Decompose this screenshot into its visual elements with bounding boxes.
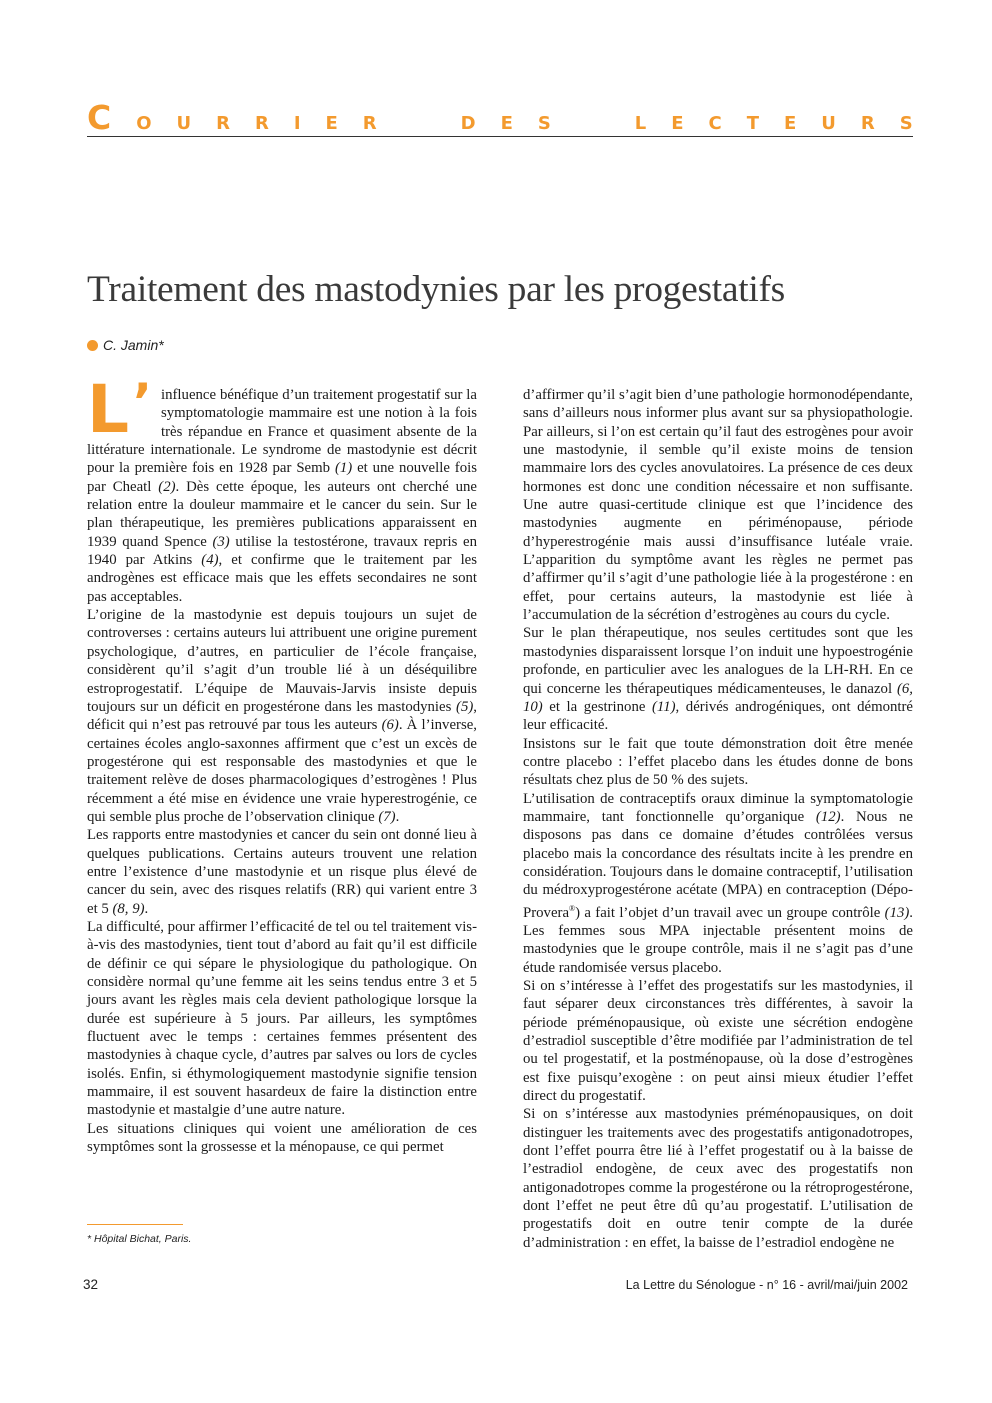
section-rubric: [87, 98, 913, 137]
text-run: Les situations cliniques qui voient une amélioration de ces symptômes sont la grossesse et la ménopause, ce qui permet: [87, 1120, 477, 1156]
rubric-letter: S: [899, 113, 913, 134]
paragraph: [523, 977, 913, 1105]
paragraph: [523, 386, 913, 624]
text-run: utilise la testostérone, travaux repris en 1940 par Atkins: [87, 533, 477, 569]
text-run: .: [144, 900, 149, 917]
page-number: 32: [83, 1277, 99, 1292]
text-run: . Nous ne disposons pas dans ce domaine d’études contrôlées versus placebo mais la concordance des résultats incite à les prendre en considération. Toujours dans le domaine contraceptif, l’utilisation du médroxyprogestérone acétate (MPA) en contraception (Dépo-Provera: [523, 808, 913, 921]
rubric-letter: S: [537, 113, 551, 134]
left-column: [87, 371, 477, 1156]
paragraph: [87, 1120, 477, 1157]
paragraph: [87, 918, 477, 1120]
text-run: L’utilisation de contraceptifs oraux diminue la symptomatologie mammaire, tant fonctionnelle qu’organique: [523, 790, 913, 825]
reference-citation: (5): [456, 698, 474, 715]
drop-cap-apostrophe: ’: [133, 373, 152, 431]
text-run: , déficit qui n’est pas retrouvé par tous les auteurs: [87, 698, 477, 734]
text-run: L’origine de la mastodynie est depuis toujours un sujet de controverses : certains auteurs lui attribuent une origine purement psychologique, d’autres, en particulier de l’école française, considèrent qu’il s’agit d’un trouble lié à un déséquilibre estroprogestatif. L’équipe de Mauvais-Jarvis insiste depuis toujours sur un déficit en progestérone dans les mastodynies: [87, 607, 477, 715]
text-run: , et confirme que le traitement par les androgènes est efficace mais que les effets secondaires ne sont pas acceptables.: [87, 552, 477, 605]
reference-citation: (2): [158, 478, 176, 495]
reference-citation: (8, 9): [112, 900, 145, 917]
rubric-letter: E: [784, 113, 797, 134]
reference-citation: (3): [212, 533, 230, 550]
reference-citation: (6, 10): [523, 680, 913, 715]
text-run: , dérivés androgéniques, ont démontré leur efficacité.: [523, 698, 913, 734]
rubric-letter: L: [634, 113, 647, 134]
rubric-letter: C: [708, 113, 722, 134]
paragraph: [523, 1105, 913, 1252]
text-run: et une nouvelle fois par Cheatl: [87, 460, 477, 495]
rubric-letter: I: [293, 113, 301, 134]
rubric-letter: R: [254, 113, 269, 134]
text-run: . Les femmes sous MPA injectable présentent moins de mastodynies que le groupe contrôle, mais il ne s’agit pas d’une étude randomisée versus placebo.: [523, 904, 913, 976]
reference-citation: (6): [381, 717, 399, 734]
rubric-letter: R: [860, 113, 875, 134]
journal-citation: La Lettre du Sénologue - n° 16 - avril/mai/juin 2002: [625, 1278, 908, 1292]
reference-citation: (1): [334, 460, 353, 477]
header-rule: [87, 136, 913, 137]
text-run: . À l’inverse, certaines écoles anglo-saxonnes affirment que c’est un excès de progestérone qui est responsable des mastodynies et que le traitement relève de doses pharmacologiques d’estrogènes ! Plus récemment a été mise en évidence une vraie hyperestrogénie, ce qui semble plus proche de l’observation clinique: [87, 717, 477, 825]
rubric-letter: C: [87, 98, 112, 137]
text-run: influence bénéfique d’un traitement progestatif sur la symptomatologie mammaire est une notion à la fois très répandue en France et quasiment absente de la littérature internationale. Le syndrome de mastodynie est décrit pour la première fois en 1928 par Semb: [87, 387, 477, 477]
footnote: * Hôpital Bichat, Paris.: [87, 1233, 192, 1245]
paragraph: [87, 826, 477, 918]
right-column: [523, 386, 913, 1252]
paragraph: [523, 735, 913, 790]
text-run: Les rapports entre mastodynies et cancer du sein ont donné lieu à quelques publications. Certains auteurs trouvent une relation entre l’existence d’une mastodynie et un risque plus élevé de cancer du sein, avec des risques relatifs (RR) qui varient entre 3 et 5: [87, 827, 477, 917]
drop-cap: [87, 371, 157, 448]
rubric-letter: E: [671, 113, 684, 134]
footnote-rule: [87, 1224, 183, 1225]
text-run: d’affirmer qu’il s’agit bien d’une pathologie hormonodépendante, sans d’ailleurs nous informer plus avant sur sa physiopathologie. Par ailleurs, si l’on est certain qu’il faut des estrogènes pour avoir une mastodynie, il semble qu’il existe moins de tension mammaire lors des cycles anovulatoires. La présence de ces deux hormones est donc une condition nécessaire et non suffisante. Une autre quasi-certitude clinique est que l’incidence des mastodynies augmente en périménopause, période d’hyperestrogénie mais aussi d’insuffisance lutéale vraie. L’apparition du symptôme avant les règles ne permet pas d’affirmer qu’il s’agit d’une pathologie liée à la progestérone : en effet, pour certains auteurs, la mastodynie est liée à l’accumulation de la sécrétion d’estrogènes au cours du cycle.: [523, 387, 913, 624]
right-paragraphs: [523, 386, 913, 1252]
reference-citation: (4): [201, 552, 219, 569]
registered-mark: ®: [569, 903, 576, 913]
reference-citation: (11): [651, 698, 676, 715]
rubric-letter: O: [136, 113, 152, 134]
text-run: .: [395, 808, 400, 825]
rubric-letter: U: [176, 113, 192, 134]
left-paragraphs: [87, 386, 477, 1156]
text-run: et la gestrinone: [542, 698, 652, 715]
rubric-letter: E: [500, 113, 513, 134]
text-run: ) a fait l’objet d’un travail avec un groupe contrôle: [575, 904, 885, 921]
rubric-letter: E: [325, 113, 338, 134]
author-line: [87, 337, 164, 353]
rubric-letter: U: [821, 113, 836, 134]
rubric-letter: T: [746, 113, 760, 134]
text-run: Si on s’intéresse à l’effet des progestatifs sur les mastodynies, il faut séparer deux circonstances très différentes, à savoir la période préménopausique, où existe une sécrétion endogène d’estradiol susceptible d’être modifiée par l’administration de tel ou tel progestatif, et la postménopause, où la dose d’estrogènes est fixe puisqu’exogène : on peut ainsi mieux étudier l’effet direct du progestatif.: [523, 977, 913, 1104]
text-run: La difficulté, pour affirmer l’efficacité de tel ou tel traitement vis-à-vis des mastodynies, tient tout d’abord au fait qu’il est difficile de définir ce qui sépare le physiologique du pathologique. On considère normal qu’une femme ait les seins tendus entre 3 et 5 jours avant les règles mais cela devient pathologique lorsque la durée est supérieure à 5 jours. Par ailleurs, les symptômes fluctuent avec le temps : certaines femmes présentent des mastodynies à chaque cycle, d’autres par salves ou lors de cycles isolés. Enfin, si éthymologiquement mastodynie signifie tension mammaire, il est souvent hasardeux de faire la distinction entre mastodynie et mastalgie d’une autre nature.: [87, 918, 477, 1119]
rubric-letter: R: [216, 113, 230, 134]
article-title: Traitement des mastodynies par les progestatifs: [87, 269, 785, 310]
paragraph: [87, 606, 477, 826]
reference-citation: (12): [815, 808, 841, 825]
rubric-letter: R: [362, 113, 377, 134]
paragraph: [523, 624, 913, 734]
text-run: Insistons sur le fait que toute démonstration doit être menée contre placebo : l’effet placebo dans les études donne de bons résultats chez plus de 50 % des sujets.: [523, 735, 913, 789]
drop-cap-letter: L: [87, 371, 130, 448]
bullet-icon: [87, 340, 98, 351]
author-name: C. Jamin*: [103, 337, 164, 353]
text-run: Si on s’intéresse aux mastodynies préménopausiques, on doit distinguer les traitements avec des progestatifs antigonadotropes, dont l’effet pourra être lié à l’effet progestatif ou à la baisse de l’estradiol endogène, de ceux avec des progestatifs non antigonadotropes comme la progestérone ou la rétroprogestérone, dont l’effet ne peut être dû qu’au progestatif. L’utilisation de progestatifs doit en outre tenir compte de la durée d’administration : en effet, la baisse de l’estradiol endogène ne: [523, 1106, 913, 1251]
text-run: . Dès cette époque, les auteurs ont cherché une relation entre la douleur mammaire et le cancer du sein. Sur le plan thérapeutique, les premières publications apparaissent en 1939 quand Spence: [87, 478, 477, 550]
rubric-letter: D: [460, 113, 476, 134]
paragraph: [523, 790, 913, 977]
text-run: Sur le plan thérapeutique, nos seules certitudes sont que les mastodynies disparaissent lorsque l’on induit une hypoestrogénie profonde, en particulier avec les analogues de la LH-RH. En ce qui concerne les thérapeutiques médicamenteuses, le danazol: [523, 625, 913, 697]
reference-citation: (7): [378, 808, 396, 825]
reference-citation: (13): [884, 904, 910, 921]
